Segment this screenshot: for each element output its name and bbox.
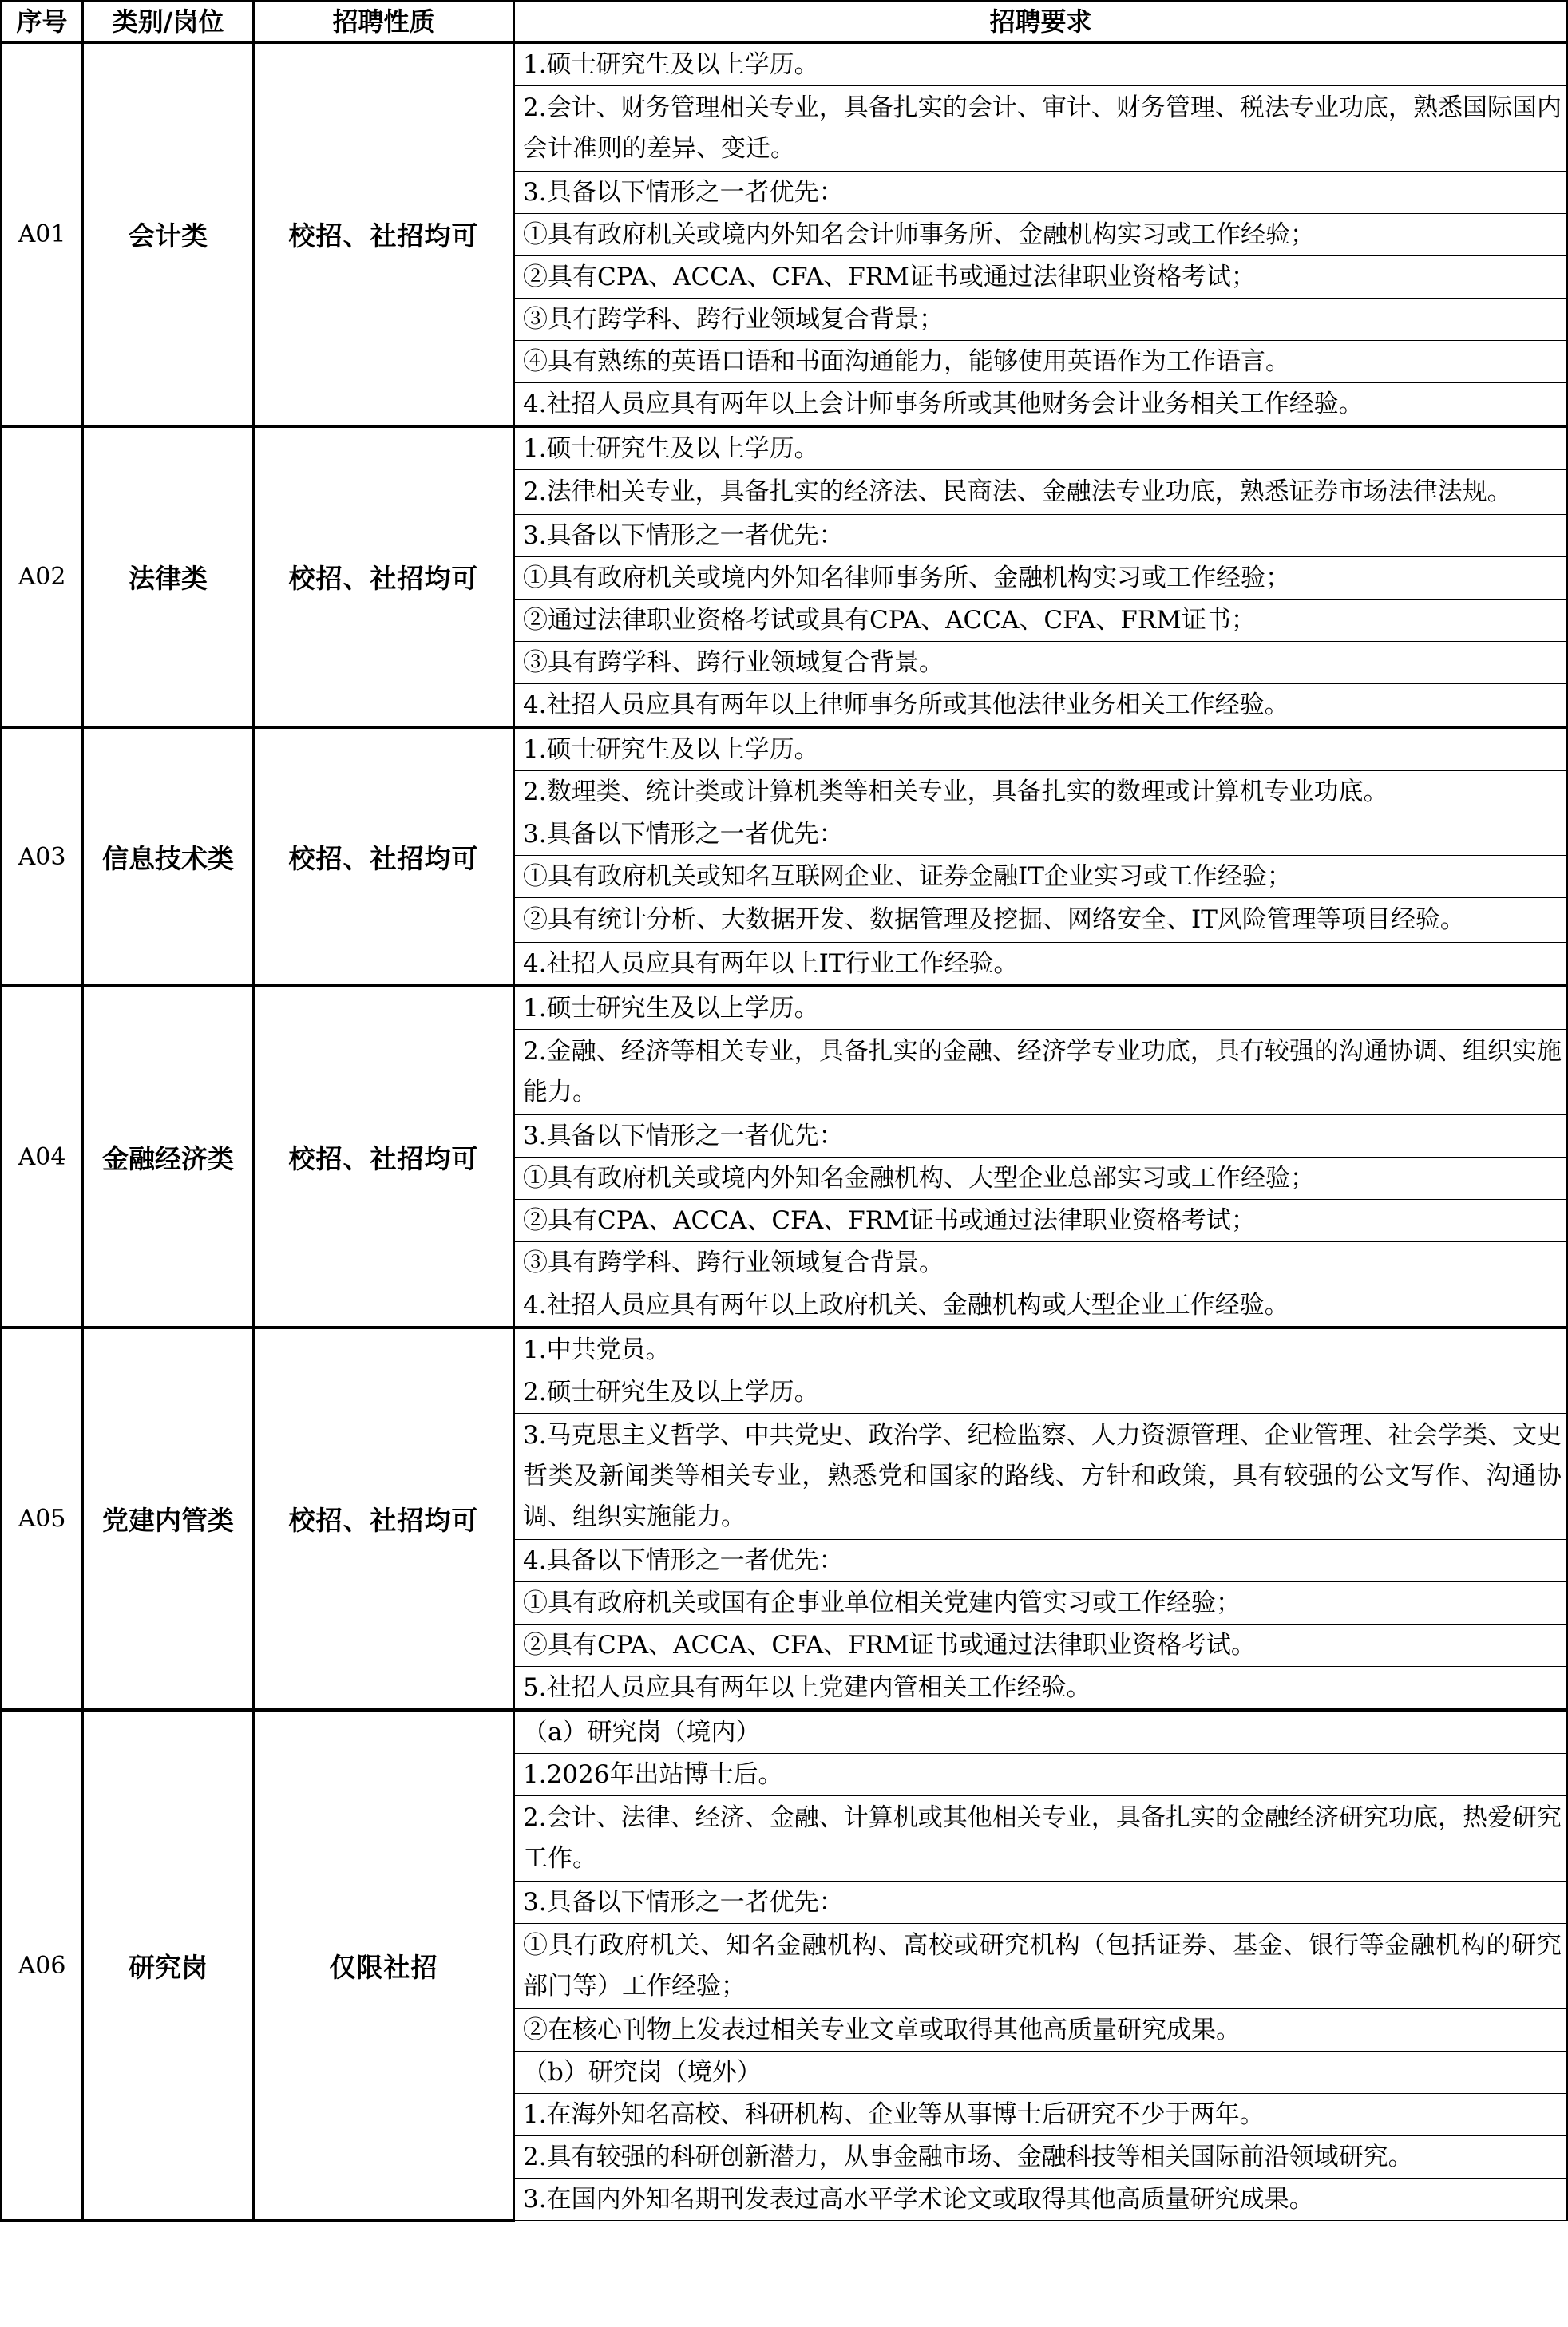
requirement-line: 2.会计、法律、经济、金融、计算机或其他相关专业，具备扎实的金融经济研究功底，热爱研究工作。 <box>514 1796 1568 1882</box>
requirement-line: 2.数理类、统计类或计算机类等相关专业，具备扎实的数理或计算机专业功底。 <box>514 771 1568 813</box>
requirement-line: ①具有政府机关或境内外知名金融机构、大型企业总部实习或工作经验； <box>514 1158 1568 1200</box>
row-index: A05 <box>2 1328 83 1710</box>
table-header <box>2 2 1568 43</box>
requirement-line: ③具有跨学科、跨行业领域复合背景； <box>514 299 1568 341</box>
requirement-line: 4.社招人员应具有两年以上会计师事务所或其他财务会计业务相关工作经验。 <box>514 383 1568 427</box>
row-index: A04 <box>2 986 83 1328</box>
table-row <box>2 727 1568 771</box>
requirement-line: 4.社招人员应具有两年以上律师事务所或其他法律业务相关工作经验。 <box>514 684 1568 728</box>
header-nature: 招聘性质 <box>254 2 514 43</box>
table-row <box>2 986 1568 1030</box>
row-nature: 校招、社招均可 <box>254 1328 514 1710</box>
requirement-line: ③具有跨学科、跨行业领域复合背景。 <box>514 1242 1568 1284</box>
requirement-line: 3.具备以下情形之一者优先： <box>514 1882 1568 1924</box>
row-index: A01 <box>2 42 83 426</box>
row-nature: 校招、社招均可 <box>254 42 514 426</box>
row-category: 会计类 <box>83 42 254 426</box>
requirement-line: ②具有CPA、ACCA、CFA、FRM证书或通过法律职业资格考试； <box>514 1200 1568 1242</box>
requirement-line: ②在核心刊物上发表过相关专业文章或取得其他高质量研究成果。 <box>514 2009 1568 2052</box>
requirement-line: 2.法律相关专业，具备扎实的经济法、民商法、金融法专业功底，熟悉证券市场法律法规。 <box>514 470 1568 515</box>
requirement-line: ④具有熟练的英语口语和书面沟通能力，能够使用英语作为工作语言。 <box>514 341 1568 383</box>
requirement-line: 1.硕士研究生及以上学历。 <box>514 42 1568 86</box>
requirement-line: 1.硕士研究生及以上学历。 <box>514 426 1568 470</box>
requirement-line: 2.金融、经济等相关专业，具备扎实的金融、经济学专业功底，具有较强的沟通协调、组织实施能力。 <box>514 1030 1568 1115</box>
requirement-line: ③具有跨学科、跨行业领域复合背景。 <box>514 642 1568 684</box>
requirement-line: 3.具备以下情形之一者优先： <box>514 1115 1568 1158</box>
table-body <box>2 42 1568 2221</box>
row-nature: 仅限社招 <box>254 1710 514 2221</box>
row-index: A06 <box>2 1710 83 2221</box>
requirement-line: 1.中共党员。 <box>514 1328 1568 1371</box>
header-category: 类别/岗位 <box>83 2 254 43</box>
table-row <box>2 426 1568 470</box>
requirement-line: ①具有政府机关或知名互联网企业、证券金融IT企业实习或工作经验； <box>514 856 1568 898</box>
requirement-line: ①具有政府机关或国有企事业单位相关党建内管实习或工作经验； <box>514 1582 1568 1625</box>
requirement-line: 4.社招人员应具有两年以上政府机关、金融机构或大型企业工作经验。 <box>514 1284 1568 1328</box>
requirement-line: 1.在海外知名高校、科研机构、企业等从事博士后研究不少于两年。 <box>514 2094 1568 2136</box>
requirement-line: 4.社招人员应具有两年以上IT行业工作经验。 <box>514 943 1568 987</box>
requirement-line: 2.硕士研究生及以上学历。 <box>514 1371 1568 1414</box>
table-row <box>2 42 1568 86</box>
row-category: 研究岗 <box>83 1710 254 2221</box>
row-nature: 校招、社招均可 <box>254 727 514 986</box>
requirement-line: 3.具备以下情形之一者优先： <box>514 172 1568 214</box>
requirement-line: 4.具备以下情形之一者优先： <box>514 1540 1568 1582</box>
requirement-line: 1.硕士研究生及以上学历。 <box>514 727 1568 771</box>
requirement-line: 3.具备以下情形之一者优先： <box>514 813 1568 856</box>
requirement-line: ①具有政府机关或境内外知名律师事务所、金融机构实习或工作经验； <box>514 557 1568 600</box>
requirement-line: ②通过法律职业资格考试或具有CPA、ACCA、CFA、FRM证书； <box>514 600 1568 642</box>
requirement-line: 3.在国内外知名期刊发表过高水平学术论文或取得其他高质量研究成果。 <box>514 2179 1568 2221</box>
requirement-line: 5.社招人员应具有两年以上党建内管相关工作经验。 <box>514 1667 1568 1711</box>
header-index: 序号 <box>2 2 83 43</box>
requirement-line: 3.马克思主义哲学、中共党史、政治学、纪检监察、人力资源管理、企业管理、社会学类、文史哲类及新闻类等相关专业，熟悉党和国家的路线、方针和政策，具有较强的公文写作、沟通协调、组织实施能力。 <box>514 1414 1568 1540</box>
requirement-line: 2.会计、财务管理相关专业，具备扎实的会计、审计、财务管理、税法专业功底，熟悉国际国内会计准则的差异、变迁。 <box>514 86 1568 172</box>
row-nature: 校招、社招均可 <box>254 986 514 1328</box>
requirement-line: 1.2026年出站博士后。 <box>514 1754 1568 1796</box>
row-index: A02 <box>2 426 83 727</box>
requirement-line: （a）研究岗（境内） <box>514 1710 1568 1754</box>
row-category: 党建内管类 <box>83 1328 254 1710</box>
requirement-line: 2.具有较强的科研创新潜力，从事金融市场、金融科技等相关国际前沿领域研究。 <box>514 2136 1568 2179</box>
requirement-line: ①具有政府机关或境内外知名会计师事务所、金融机构实习或工作经验； <box>514 214 1568 256</box>
row-category: 法律类 <box>83 426 254 727</box>
requirement-line: ①具有政府机关、知名金融机构、高校或研究机构（包括证券、基金、银行等金融机构的研究部门等）工作经验； <box>514 1924 1568 2009</box>
row-nature: 校招、社招均可 <box>254 426 514 727</box>
requirement-line: ②具有统计分析、大数据开发、数据管理及挖掘、网络安全、IT风险管理等项目经验。 <box>514 898 1568 943</box>
table-row <box>2 1710 1568 1754</box>
row-index: A03 <box>2 727 83 986</box>
header-requirements: 招聘要求 <box>514 2 1568 43</box>
requirement-line: 3.具备以下情形之一者优先： <box>514 515 1568 557</box>
table-row <box>2 1328 1568 1371</box>
requirement-line: ②具有CPA、ACCA、CFA、FRM证书或通过法律职业资格考试。 <box>514 1625 1568 1667</box>
row-category: 金融经济类 <box>83 986 254 1328</box>
requirement-line: （b）研究岗（境外） <box>514 2052 1568 2094</box>
requirement-line: ②具有CPA、ACCA、CFA、FRM证书或通过法律职业资格考试； <box>514 256 1568 299</box>
row-category: 信息技术类 <box>83 727 254 986</box>
requirement-line: 1.硕士研究生及以上学历。 <box>514 986 1568 1030</box>
